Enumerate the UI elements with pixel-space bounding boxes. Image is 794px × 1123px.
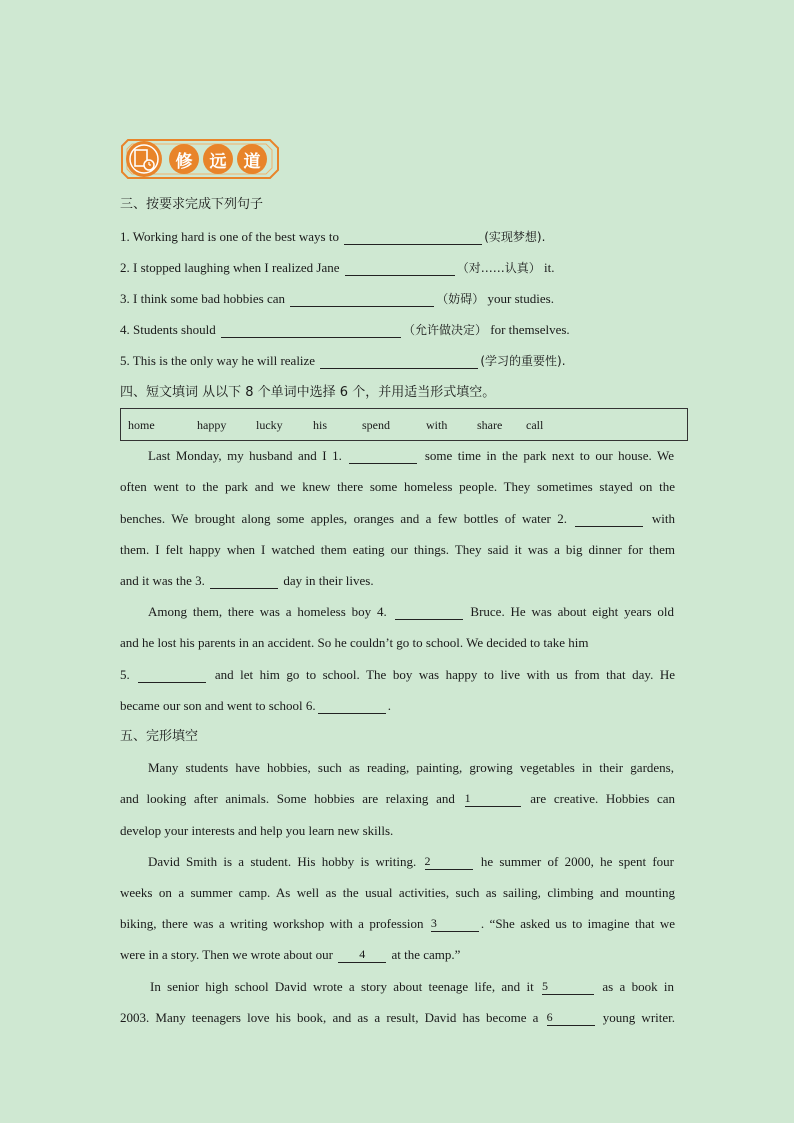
passage-blank-2[interactable] (575, 512, 643, 527)
sentence-4-text: 4. Students should (120, 322, 216, 337)
sentence-1-hint: (实现梦想). (484, 230, 546, 244)
cloze-text: 2003. Many teenagers love his book, and as a result, David has become a (120, 1010, 539, 1025)
word-bank-box (120, 408, 688, 441)
cloze-line: weeks on a summer camp. As well as the usual activities, such as sailing, climbing and mounting (120, 885, 675, 900)
passage-text: benches. We brought along some apples, oranges and a few bottles of water 2. (120, 511, 568, 526)
cloze-text: David Smith is a student. His hobby is writing. (148, 854, 417, 869)
section-4-title: 四、短文填词 从以下 8 个单词中选择 6 个，并用适当形式填空。 (120, 385, 496, 400)
cloze-text: at the camp.” (391, 947, 461, 962)
sentence-5-text: 5. This is the only way he will realize (120, 353, 316, 368)
cloze-text: he summer of 2000, he spent four (480, 854, 675, 869)
cloze-blank-6[interactable]: 6 (547, 1011, 595, 1026)
passage-blank-1[interactable] (349, 449, 417, 464)
section-5-title: 五、完形填空 (120, 729, 199, 744)
section-banner (120, 136, 280, 182)
sentence-2-hint: （对……认真） (456, 261, 541, 275)
cloze-text: as a book in (602, 979, 675, 994)
cloze-text: are creative. Hobbies can (530, 791, 676, 806)
passage-line (120, 573, 675, 589)
cloze-text: were in a story. Then we wrote about our (120, 947, 333, 962)
cloze-blank-3[interactable]: 3 (431, 917, 479, 932)
word-bank-item: lucky (256, 418, 283, 432)
passage-line: and he lost his parents in an accident. So he couldn’t go to school. We decided to take him (120, 635, 589, 650)
passage-blank-3[interactable] (210, 574, 278, 589)
sentence-3-tail: your studies. (487, 291, 554, 306)
cloze-line (120, 916, 675, 932)
passage-line (120, 511, 675, 527)
banner-char-1: 修 (175, 152, 193, 172)
cloze-line (150, 979, 674, 995)
cloze-text: young writer. (602, 1010, 676, 1025)
cloze-line (148, 854, 674, 870)
sentence-1 (120, 229, 545, 245)
passage-text: with (651, 511, 676, 526)
passage-text: Bruce. He was about eight years old (470, 604, 675, 619)
passage-blank-6[interactable] (318, 699, 386, 714)
banner-char-3: 道 (243, 152, 261, 172)
passage-text: became our son and went to school 6. (120, 698, 316, 713)
cloze-blank-2[interactable]: 2 (425, 855, 473, 870)
passage-text: day in their lives. (283, 573, 374, 588)
passage-text: Among them, there was a homeless boy 4. (148, 604, 387, 619)
sentence-5 (120, 353, 566, 369)
answer-blank-2[interactable] (345, 261, 455, 276)
answer-blank-5[interactable] (320, 354, 478, 369)
cloze-line (120, 791, 675, 807)
cloze-blank-4[interactable]: 4 (338, 948, 386, 963)
sentence-4-hint: （允许做决定） (402, 323, 487, 337)
passage-line (148, 448, 674, 464)
word-bank-item: happy (197, 418, 227, 432)
passage-line: them. I felt happy when I watched them eating our things. They said it was a big dinner for them (120, 542, 675, 557)
sentence-2-text: 2. I stopped laughing when I realized Jane (120, 260, 340, 275)
sentence-2-tail: it. (544, 260, 555, 275)
passage-line (120, 698, 675, 714)
sentence-2 (120, 260, 554, 276)
passage-blank-4[interactable] (395, 605, 463, 620)
answer-blank-1[interactable] (344, 230, 482, 245)
sentence-3-text: 3. I think some bad hobbies can (120, 291, 285, 306)
answer-blank-4[interactable] (221, 323, 401, 338)
cloze-line: develop your interests and help you learn new skills. (120, 823, 394, 838)
sentence-5-hint: (学习的重要性). (480, 354, 566, 368)
passage-text: Last Monday, my husband and I 1. (148, 448, 342, 463)
sentence-4 (120, 322, 570, 338)
sentence-3-hint: （妨碍） (436, 292, 485, 306)
word-bank-item: spend (362, 418, 390, 432)
passage-text: . (387, 698, 391, 713)
passage-text: 5. (120, 667, 130, 682)
sentence-1-text: 1. Working hard is one of the best ways to (120, 229, 339, 244)
sentence-3 (120, 291, 554, 307)
passage-line: often went to the park and we knew there some homeless people. They sometimes stayed on the (120, 479, 675, 494)
word-bank-item: call (526, 418, 544, 432)
cloze-line (120, 1010, 675, 1026)
passage-text: some time in the park next to our house. We (424, 448, 675, 463)
word-bank-item: share (477, 418, 503, 432)
cloze-text: In senior high school David wrote a story about teenage life, and it (150, 979, 534, 994)
cloze-line (120, 947, 675, 963)
banner-char-2: 远 (209, 152, 227, 172)
answer-blank-3[interactable] (290, 292, 434, 307)
passage-line (148, 604, 674, 620)
passage-blank-5[interactable] (138, 668, 206, 683)
passage-text: and let him go to school. The boy was happy to live with us from that day. He (214, 667, 676, 682)
cloze-line: Many students have hobbies, such as reading, painting, growing vegetables in their gardens, (148, 760, 674, 775)
word-bank-item: his (313, 418, 328, 432)
word-bank-item: home (128, 418, 155, 432)
cloze-text: and looking after animals. Some hobbies are relaxing and (120, 791, 455, 806)
section-3-title: 三、按要求完成下列句子 (120, 197, 264, 212)
passage-line (120, 667, 675, 683)
cloze-blank-1[interactable]: 1 (465, 792, 521, 807)
cloze-text: biking, there was a writing workshop with a profession (120, 916, 424, 931)
word-bank-item: with (426, 418, 448, 432)
sentence-4-tail: for themselves. (490, 322, 570, 337)
passage-text: and it was the 3. (120, 573, 205, 588)
cloze-text: . “She asked us to imagine that we (480, 916, 676, 931)
cloze-blank-5[interactable]: 5 (542, 980, 594, 995)
